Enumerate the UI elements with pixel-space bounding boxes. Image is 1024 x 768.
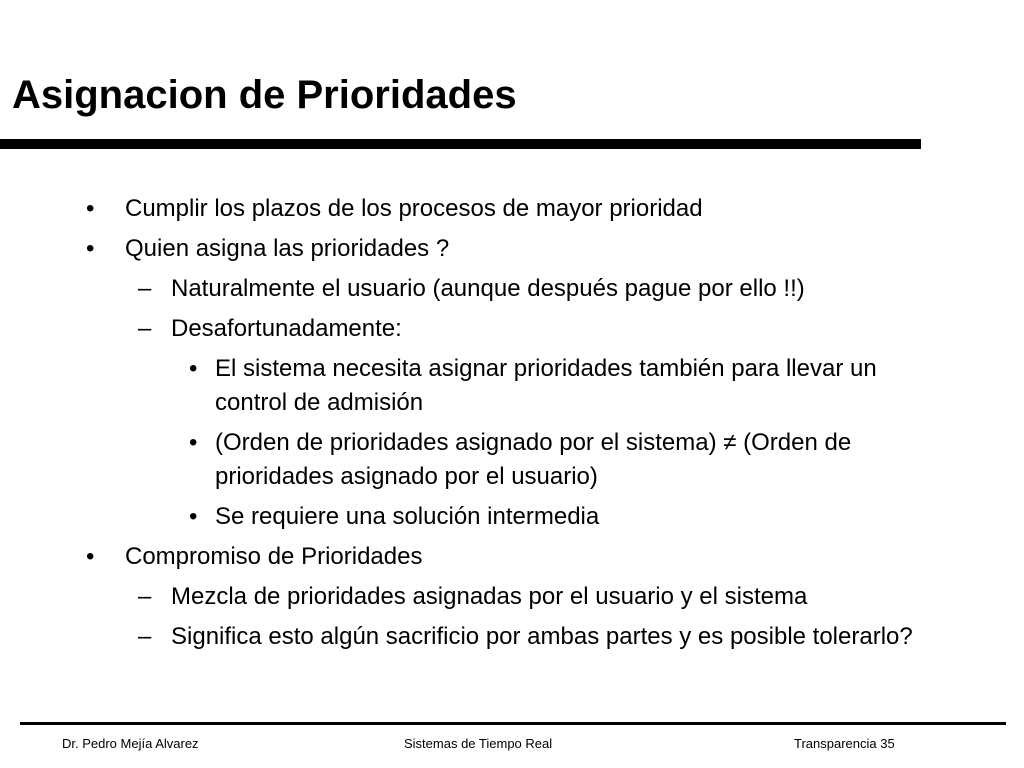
- sub-bullet-text: Desafortunadamente:: [171, 315, 402, 342]
- sub-sub-bullet-item: [0, 426, 935, 494]
- sub-bullet-item: [0, 580, 931, 614]
- bullet-marker: •: [189, 429, 198, 456]
- sub-sub-bullet-item: [0, 352, 935, 420]
- sub-sub-bullet-item: [0, 500, 935, 534]
- bullet-item: [0, 192, 1024, 226]
- sub-bullet-item: [0, 312, 931, 346]
- sub-sub-bullet-text: Se requiere una solución intermedia: [215, 503, 600, 530]
- bullet-marker: •: [86, 195, 95, 222]
- footer-author: Dr. Pedro Mejía Alvarez: [62, 736, 199, 751]
- dash-marker: –: [138, 315, 152, 342]
- sub-bullet-text: Significa esto algún sacrificio por ambas partes y es posible tolerarlo?: [171, 623, 913, 650]
- bullet-list: [0, 192, 1024, 660]
- footer-divider: [20, 722, 1006, 725]
- bullet-item: [0, 540, 1024, 574]
- dash-marker: –: [138, 623, 152, 650]
- sub-bullet-item: [0, 272, 931, 306]
- bullet-marker: •: [86, 543, 95, 570]
- sub-sub-bullet-text: El sistema necesita asignar prioridades también para llevar un control de admisión: [215, 355, 877, 416]
- sub-bullet-item: [0, 620, 931, 654]
- bullet-marker: •: [189, 503, 198, 530]
- sub-sub-bullet-text: (Orden de prioridades asignado por el sistema) ≠ (Orden de prioridades asignado por el usuario): [215, 429, 852, 490]
- dash-marker: –: [138, 275, 152, 302]
- footer-course: Sistemas de Tiempo Real: [404, 736, 553, 751]
- title-underline: [0, 139, 921, 149]
- sub-bullet-text: Mezcla de prioridades asignadas por el usuario y el sistema: [171, 583, 808, 610]
- bullet-text: Compromiso de Prioridades: [125, 543, 423, 570]
- footer-slide-number: Transparencia 35: [794, 736, 895, 751]
- bullet-item: [0, 232, 1024, 266]
- bullet-text: Quien asigna las prioridades ?: [125, 235, 450, 262]
- bullet-marker: •: [86, 235, 95, 262]
- bullet-marker: •: [189, 355, 198, 382]
- bullet-text: Cumplir los plazos de los procesos de mayor prioridad: [125, 195, 703, 222]
- slide-title: Asignacion de Prioridades: [12, 73, 517, 117]
- sub-bullet-text: Naturalmente el usuario (aunque después pague por ello !!): [171, 275, 805, 302]
- dash-marker: –: [138, 583, 152, 610]
